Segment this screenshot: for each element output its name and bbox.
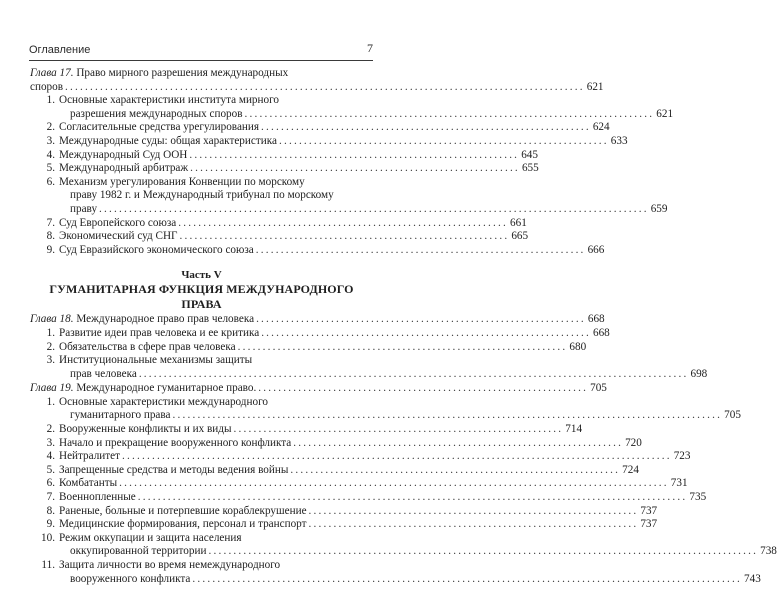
part-label: Часть V [181,269,222,282]
toc-item: 3. Начало и прекращение вооруженного конфликта .................................................................. 720 [46,436,642,449]
part-title: ГУМАНИТАРНАЯ ФУНКЦИЯ МЕЖДУНАРОДНОГО ПРАВА [49,282,354,312]
toc-item: 8. Раненые, больные и потерпевшие кораблекрушение .................................................................. 737 [46,504,658,517]
chapter-page: 705 [590,382,607,395]
toc-item: 8. Экономический суд СНГ .................................................................. 665 [46,230,529,243]
toc-item: 5. Запрещенные средства и методы ведения войны .................................................................. 724 [46,463,639,476]
table-of-contents [30,66,777,586]
chapter-page: 668 [587,313,605,326]
toc-item: 10. Режим оккупации и защита населения оккупированной территории .............................................................................................................. 738 [41,531,777,558]
toc-item: 9. Медицинские формирования, персонал и транспорт .................................................................. 737 [46,518,658,531]
toc-item: 11. Защита личности во время немеждународного вооруженного конфликта .............................................................................................................. 743 [41,559,761,585]
toc-item: 4. Нейтралитет .............................................................................................................. 723 [46,450,691,463]
toc-item: 5. Международный арбитраж .................................................................. 655 [46,162,539,175]
chapter-title: Право мирного разрешения международных [76,67,289,79]
chapter-title-cont: споров [30,80,64,93]
toc-item: 7. Суд Европейского союза .................................................................. 661 [46,216,527,229]
toc-item: 6. Механизм урегулирования Конвенции по морскому праву 1982 г. и Международный трибунал по морскому праву .............................................................................................................. 659 [46,175,668,215]
chapter-19: Глава 19. Международное гуманитарное право. .................................................................. 705 [30,382,607,395]
toc-item: 6. Комбатанты .............................................................................................................. 731 [46,477,688,490]
chapter-page: 621 [586,80,604,93]
chapter-label: Глава 18. [30,313,74,326]
toc-item: 3. Институциональные механизмы защиты прав человека .............................................................................................................. 698 [46,354,708,380]
chapter-label: Глава 19. [30,382,74,395]
running-header [29,40,373,56]
toc-item: 2. Обязательства в сфере прав человека .................................................................. 680 [46,340,587,353]
toc-item: 7. Военнопленные .............................................................................................................. 735 [46,491,707,504]
toc-item: 9. Суд Евразийского экономического союза .................................................................. 666 [46,243,605,256]
chapter-title: Международное гуманитарное право. [76,382,257,395]
section-title: Оглавление [29,44,91,56]
toc-item: 2. Согласительные средства урегулирования .................................................................. 624 [46,121,610,134]
chapter-18: Глава 18. Международное право прав человека .................................................................. 668 [30,313,605,326]
toc-item: 4. Международный Суд ООН .................................................................. 645 [46,148,538,161]
header-rule [29,60,373,61]
toc-item: 1. Развитие идеи прав человека и ее критика .................................................................. 668 [46,326,610,339]
toc-item: 1. Основные характеристики международного гуманитарного права .............................................................................................................. 705 [46,395,741,422]
toc-item: 3. Международные суды: общая характеристика .................................................................. 633 [46,134,628,147]
toc-item: 2. Вооруженные конфликты и их виды .................................................................. 714 [46,423,583,436]
chapter-label: Глава 17. [30,67,74,79]
chapter-title: Международное право прав человека [76,313,255,326]
toc-item: 1. Основные характеристики института мирного разрешения международных споров .................................................................................. 621 [46,94,674,120]
page-number: 7 [367,41,373,55]
chapter-17: Глава 17. Право мирного разрешения международных споров ........................................................................................................ 621 [30,67,604,93]
